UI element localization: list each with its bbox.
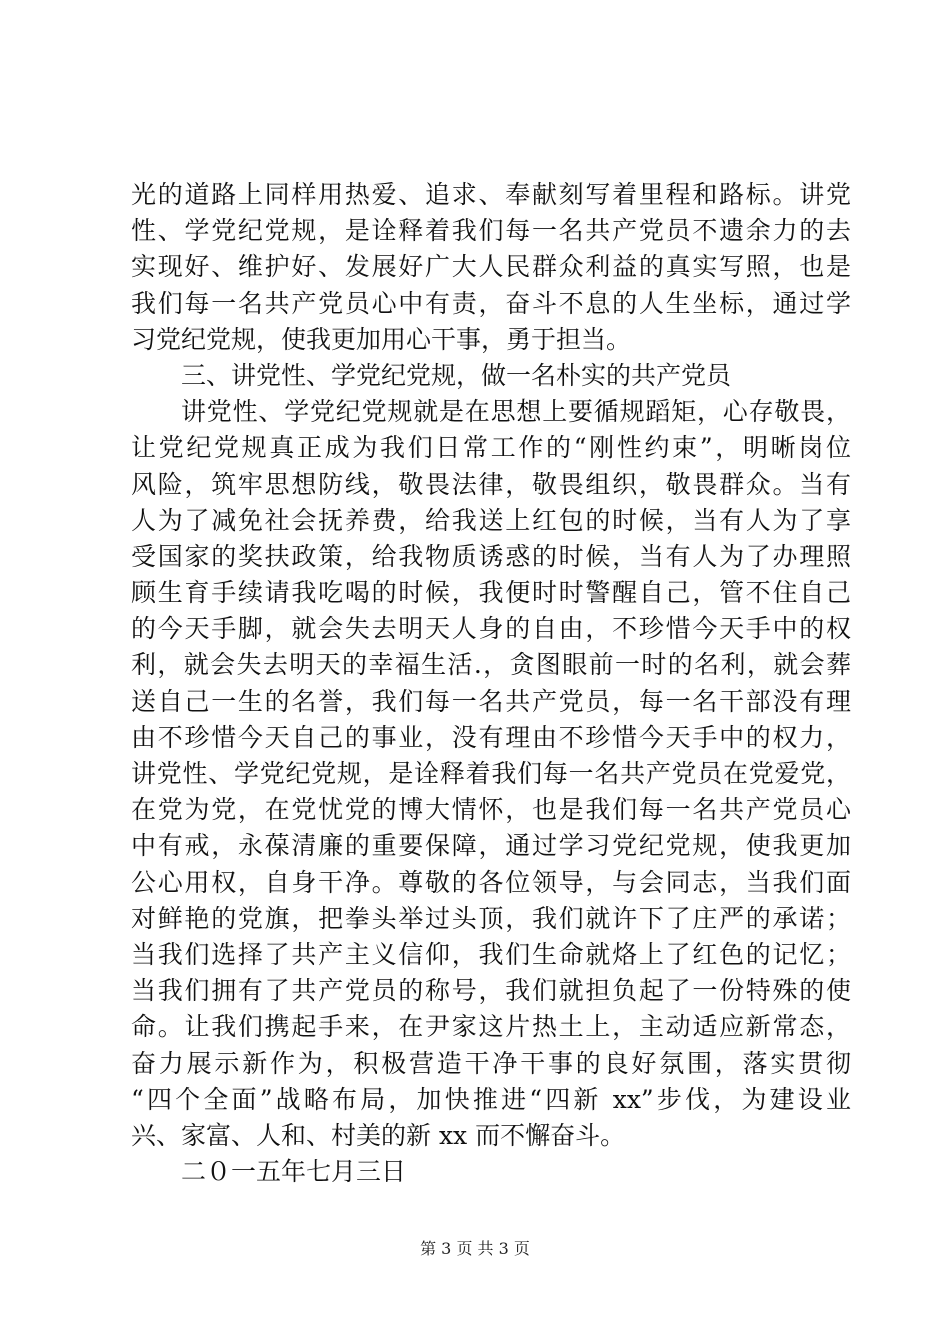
section-heading: 三、讲党性、学党纪党规，做一名朴实的共产党员 <box>181 360 732 390</box>
document-body <box>131 177 851 1190</box>
paragraph-line: “四个全面”战略布局，加快推进“四新 xx”步伐，为建设业 <box>131 1084 851 1114</box>
paragraph-line: 习党纪党规，使我更加用心干事，勇于担当。 <box>131 324 632 354</box>
paragraph-line: 由不珍惜今天自己的事业，没有理由不珍惜今天手中的权力， <box>131 722 851 752</box>
paragraph-line: 讲党性、学党纪党规，是诠释着我们每一名共产党员在党爱党， <box>131 759 851 788</box>
paragraph-line: 对鲜艳的党旗，把拳头举过头顶，我们就许下了庄严的承诺； <box>131 903 851 933</box>
paragraph-line: 讲党性、学党纪党规就是在思想上要循规蹈矩，心存敬畏， <box>181 397 851 427</box>
paragraph-line: 中有戒，永葆清廉的重要保障，通过学习党纪党规，使我更加 <box>131 831 851 861</box>
paragraph-line: 奋力展示新作为，积极营造干净干事的良好氛围，落实贯彻 <box>131 1048 851 1078</box>
paragraph-line: 的今天手脚，就会失去明天人身的自由，不珍惜今天手中的权 <box>131 614 851 644</box>
paragraph-line: 当我们拥有了共产党员的称号，我们就担负起了一份特殊的使 <box>131 976 851 1006</box>
paragraph-line: 送自己一生的名誉，我们每一名共产党员，每一名干部没有理 <box>131 686 851 716</box>
paragraph-line: 兴、家富、人和、村美的新 xx 而不懈奋斗。 <box>131 1120 626 1150</box>
paragraph-line: 顾生育手续请我吃喝的时候，我便时时警醒自己，管不住自己 <box>131 578 851 608</box>
page-footer: 第 3 页 共 3 页 <box>420 1239 530 1258</box>
paragraph-line: 公心用权，自身干净。尊敬的各位领导，与会同志，当我们面 <box>131 867 851 897</box>
paragraph-line: 我们每一名共产党员心中有责，奋斗不息的人生坐标，通过学 <box>131 288 851 318</box>
signature-date: 二０一五年七月三日 <box>181 1157 407 1187</box>
paragraph-line: 当我们选择了共产主义信仰，我们生命就烙上了红色的记忆； <box>131 939 851 969</box>
paragraph-line: 光的道路上同样用热爱、追求、奉献刻写着里程和路标。讲党 <box>131 180 851 209</box>
paragraph-line: 命。让我们携起手来，在尹家这片热土上，主动适应新常态， <box>131 1012 851 1042</box>
paragraph-line: 性、学党纪党规，是诠释着我们每一名共产党员不遗余力的去 <box>131 216 851 246</box>
paragraph-line: 实现好、维护好、发展好广大人民群众利益的真实写照，也是 <box>131 252 851 282</box>
paragraph-line: 让党纪党规真正成为我们日常工作的“刚性约束”，明晰岗位 <box>131 433 851 463</box>
paragraph-line: 在党为党，在党忧党的博大情怀，也是我们每一名共产党员心 <box>131 795 851 825</box>
paragraph-line: 利，就会失去明天的幸福生活.，贪图眼前一时的名利，就会葬 <box>131 650 851 680</box>
paragraph-line: 人为了减免社会抚养费，给我送上红包的时候，当有人为了享 <box>131 505 851 535</box>
paragraph-line: 风险，筑牢思想防线，敬畏法律，敬畏组织，敬畏群众。当有 <box>131 469 851 499</box>
paragraph-line: 受国家的奖扶政策，给我物质诱惑的时候，当有人为了办理照 <box>131 541 851 571</box>
